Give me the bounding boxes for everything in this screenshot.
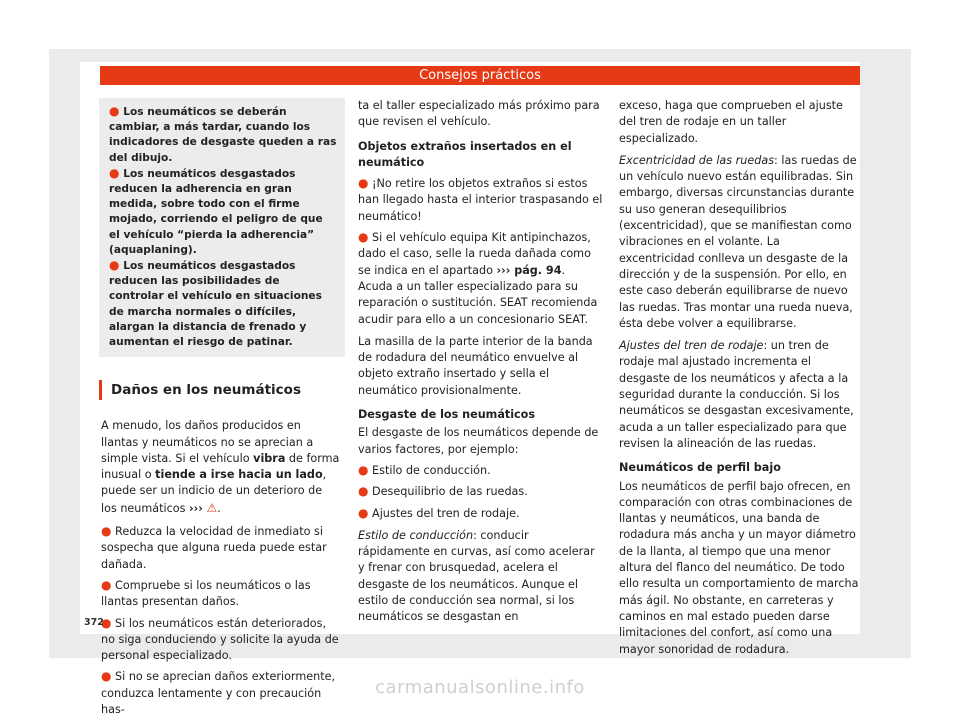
subheading: Desgaste de los neumáticos xyxy=(358,408,536,422)
column-middle: ta el taller especializado más próximo para que revisen el vehículo. Objetos extraños insertados en el neumático ● ¡No retire los objetos extraños si estos han llegado hasta el interior traspasando el neumático! ● Si el vehículo equipa Kit antipinchazos, dado el caso, selle la rueda dañada como se indica en el apartado ››› pág. 94. Acuda a un taller especializado para su reparación o sustitución. SEAT recomienda acudir para ello a un concesionario SEAT. La masilla de la parte interior de la banda de rodadura del neumático envuelve al objeto extraño insertado y sella el neumático provisionalmente. Desgaste de los neumáticos El desgaste de los neumáticos depende de varios factores, por ejemplo: ● Estilo de conducción. ● Desequilibrio de las ruedas. ● Ajustes del tren de rodaje. Estilo de conducción: conducir rápidamente en curvas, así como acelerar y frenar con brusquedad, acelera el desgaste de los neumáticos. Aunque el estilo de conducción sea normal, si los neumáticos se desgastan en xyxy=(358,98,603,626)
list-item: Estilo de conducción. xyxy=(372,463,491,477)
column-left xyxy=(101,98,341,722)
paragraph: La masilla de la parte interior de la banda de rodadura del neumático envuelve al objeto extraño insertado y sella el neumático provisionalmente. xyxy=(358,334,593,397)
list-item: Ajustes del tren de rodaje. xyxy=(372,506,520,520)
bullet-icon: ● xyxy=(101,524,112,539)
cross-ref-link[interactable]: ››› xyxy=(189,501,203,515)
paragraph: exceso, haga que comprueben el ajuste del tren de rodaje en un taller especializado. xyxy=(619,99,843,145)
paragraph: Excentricidad de las ruedas: las ruedas de un vehículo nuevo están equilibradas. Sin embargo, diversas circunstancias durante su uso generan desequilibrios (excentricidad), que se manifiestan como vibraciones en el volante. La excentricidad conlleva un desgaste de la dirección y de la suspensión. Por ello, en este caso deberán equilibrarse de nuevo las ruedas. Tras montar una rueda nueva, ésta debe volver a equilibrarse. xyxy=(619,153,857,330)
bullet-icon: ● xyxy=(358,484,369,499)
warning-text: Los neumáticos se deberán cambiar, a más tardar, cuando los indicadores de desgaste queden a ras del dibujo. xyxy=(109,106,337,164)
list-item: Reduzca la velocidad de inmediato si sospecha que alguna rueda puede estar dañada. xyxy=(101,525,327,571)
subheading: Objetos extraños insertados en el neumático xyxy=(358,139,572,169)
page-ref-link[interactable]: ››› pág. 94 xyxy=(496,263,562,277)
bullet-icon: ● xyxy=(101,615,112,630)
section-title: Daños en los neumáticos xyxy=(99,380,341,400)
list-item: Compruebe si los neumáticos o las llantas presentan daños. xyxy=(101,578,311,609)
warning-text: Los neumáticos desgastados reducen las posibilidades de controlar el vehículo en situaciones de marcha normales o difíciles, alargan la distancia de frenado y aumentan el riesgo de patinar. xyxy=(109,260,322,349)
paragraph: Estilo de conducción: conducir rápidamente en curvas, así como acelerar y frenar con brusquedad, acelera el desgaste de los neumáticos. Aunque el estilo de conducción sea normal, si los neumáticos se desgastan en xyxy=(358,528,595,624)
bullet-icon: ● xyxy=(101,577,112,592)
list-item: Desequilibrio de las ruedas. xyxy=(372,485,528,499)
bullet-icon: ● xyxy=(358,230,369,245)
paragraph: El desgaste de los neumáticos depende de varios factores, por ejemplo: xyxy=(358,426,599,456)
bullet-icon: ● xyxy=(358,462,369,477)
bullet-icon: ● xyxy=(358,176,369,191)
list-item: ¡No retire los objetos extraños si estos han llegado hasta el interior traspasando el neumático! xyxy=(358,177,603,223)
page-number: 372 xyxy=(84,617,104,628)
bullet-icon: ● xyxy=(109,165,120,180)
column-right xyxy=(619,98,859,658)
list-item: Si los neumáticos están deteriorados, no siga conduciendo y solicite la ayuda de personal especializado. xyxy=(101,616,339,663)
watermark: carmanualsonline.info xyxy=(375,677,585,698)
warning-triangle-icon: ⚠ xyxy=(206,500,218,515)
section-header: Consejos prácticos xyxy=(100,66,860,85)
paragraph: ta el taller especializado más próximo para que revisen el vehículo. xyxy=(358,99,600,129)
paragraph: Los neumáticos de perfil bajo ofrecen, en comparación con otras combinaciones de llantas y neumáticos, una banda de rodadura más ancha y un mayor diámetro de la llanta, al tiempo que una menor altura del flanco del neumático. De todo ello resulta un comportamiento de marcha más ágil. No obstante, en carreteras y caminos en mal estado pueden darse limitaciones del confort, así como una mayor sonoridad de rodadura. xyxy=(619,479,859,656)
bullet-icon: ● xyxy=(109,258,120,273)
warning-text: Los neumáticos desgastados reducen la adherencia en gran medida, sobre todo con el firme mojado, corriendo el peligro de que el vehículo “pierda la adherencia” (aquaplaning). xyxy=(109,167,323,256)
bullet-icon: ● xyxy=(109,104,120,118)
paragraph: Ajustes del tren de rodaje: un tren de rodaje mal ajustado incrementa el desgaste de los neumáticos y afecta a la seguridad durante la conducción. Si los neumáticos se desgastan excesivamente, acuda a un taller especializado para que revisen la alineación de las ruedas. xyxy=(619,339,854,450)
list-item: Si no se aprecian daños exteriormente, conduzca lentamente y con precaución has- xyxy=(101,670,336,716)
bullet-icon: ● xyxy=(101,669,112,684)
bullet-icon: ● xyxy=(358,505,369,520)
warning-box xyxy=(99,98,345,357)
subheading: Neumáticos de perfil bajo xyxy=(619,461,781,475)
intro-paragraph: A menudo, los daños producidos en llantas y neumáticos no se aprecian a simple vista. Si el vehículo vibra de forma inusual o tiende a irse hacia un lado, puede ser un indicio de un deterioro de los neumáticos ››› ⚠. xyxy=(101,419,340,515)
